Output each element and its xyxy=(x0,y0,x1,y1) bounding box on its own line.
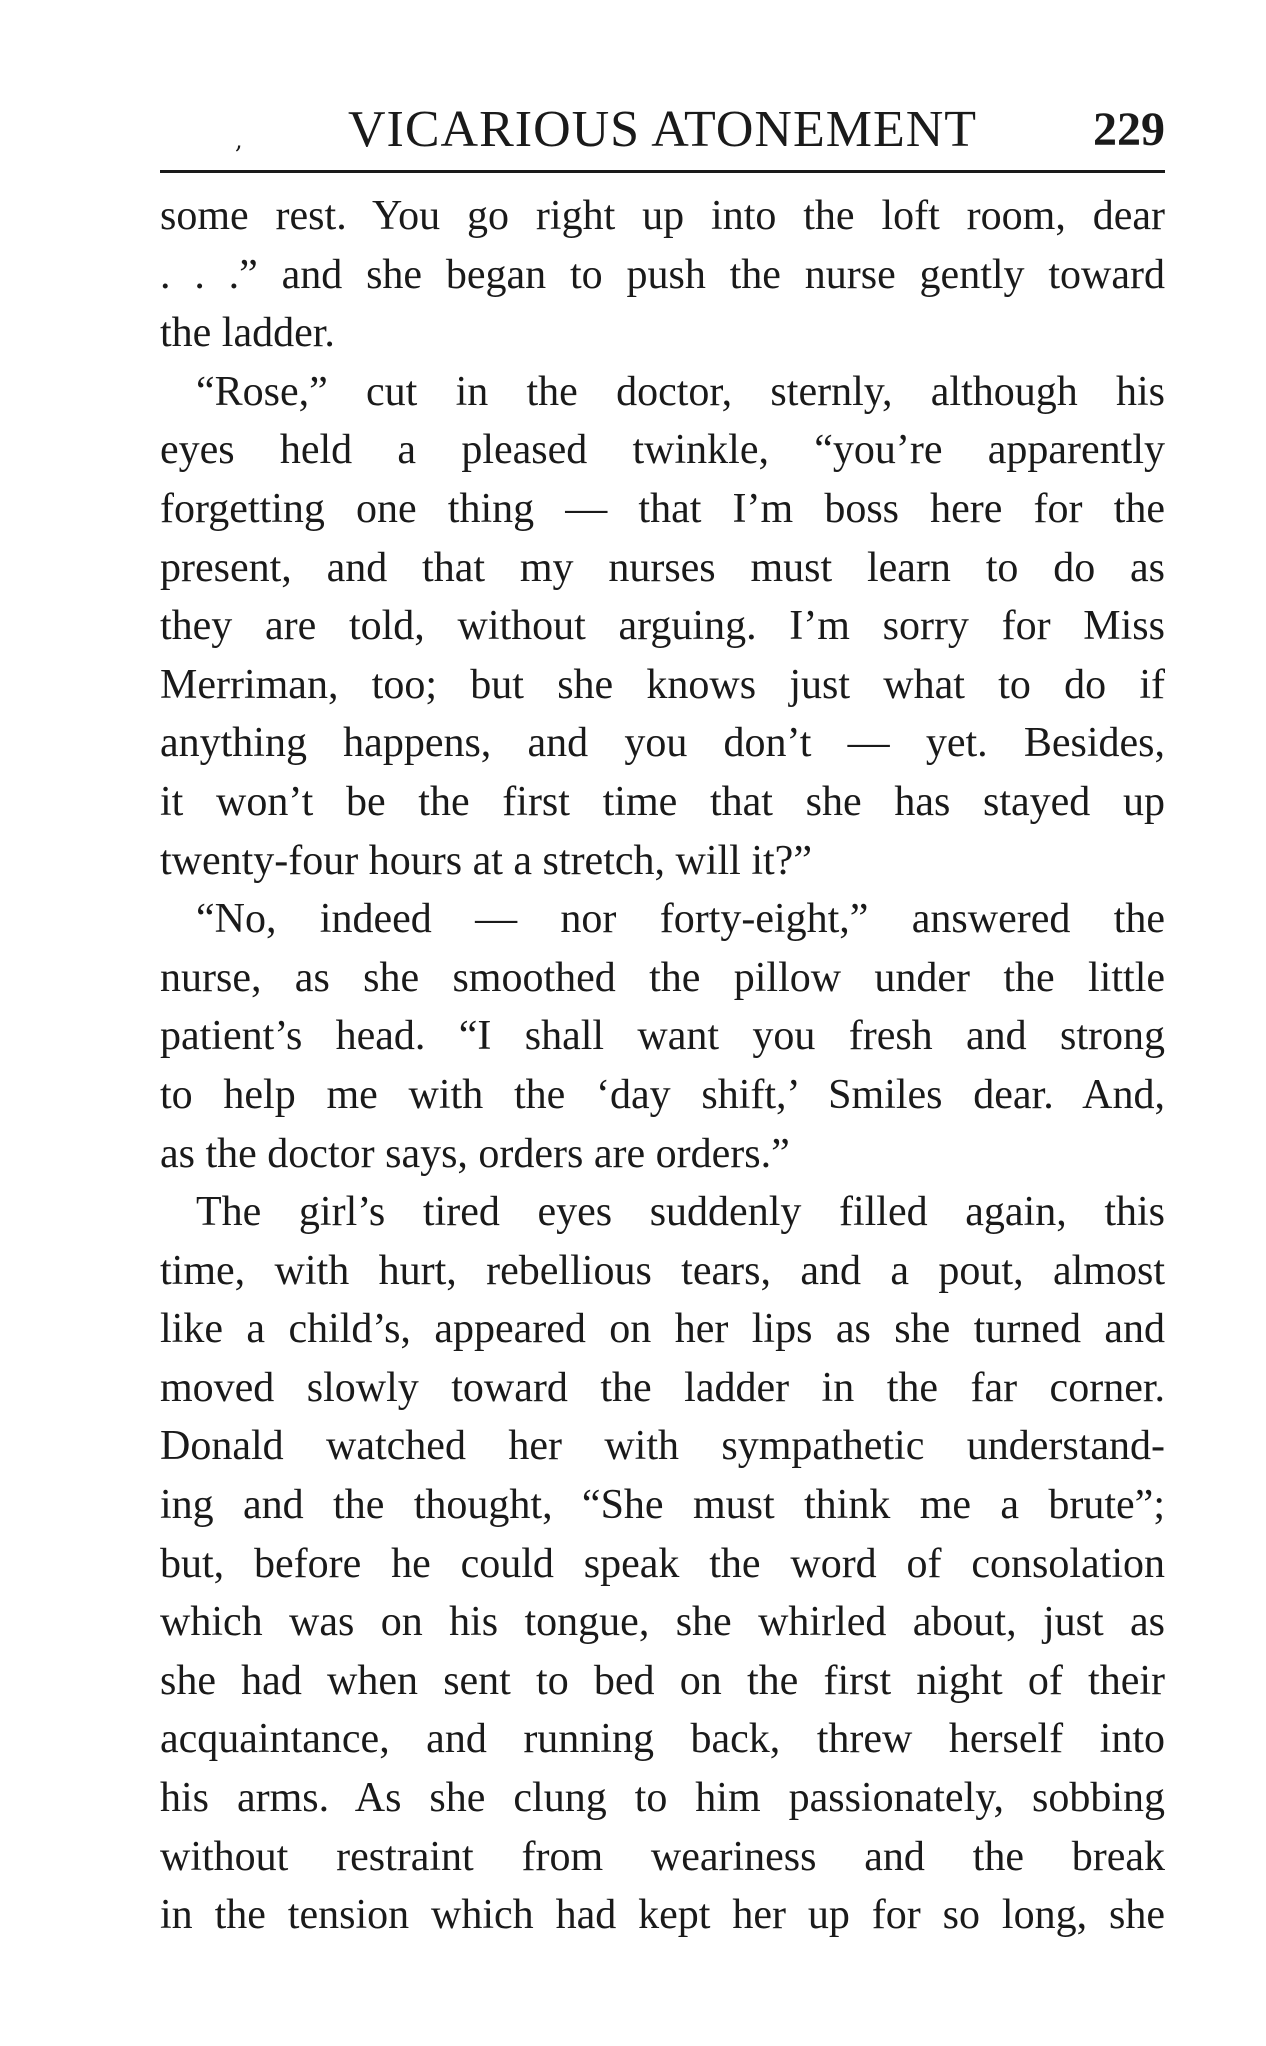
running-head xyxy=(160,100,1165,173)
body-text xyxy=(160,187,1165,1945)
text-line: the ladder. xyxy=(160,310,335,357)
paragraph-1 xyxy=(160,187,1165,363)
paragraph-2 xyxy=(160,363,1165,890)
text-line: twenty-four hours at a stretch, will it?” xyxy=(160,837,812,884)
text-line: they are told, without arguing. I’m sorry for Miss xyxy=(160,603,1165,650)
running-title: VICARIOUS ATONEMENT xyxy=(347,101,978,158)
text-line: “Rose,” cut in the doctor, sternly, although his xyxy=(196,368,1165,415)
text-line: like a child’s, appeared on her lips as she turned and xyxy=(160,1306,1165,1353)
text-line: his arms. As she clung to him passionately, sobbing xyxy=(160,1775,1165,1822)
text-line: but, before he could speak the word of consolation xyxy=(160,1540,1165,1587)
text-line: without restraint from weariness and the break xyxy=(160,1833,1165,1880)
text-line: The girl’s tired eyes suddenly filled again, this xyxy=(196,1189,1165,1236)
text-line: . . .” and she began to push the nurse gently toward xyxy=(160,251,1165,298)
text-line: anything happens, and you don’t — yet. Besides, xyxy=(160,720,1165,767)
text-line: some rest. You go right up into the loft room, dear xyxy=(160,193,1165,239)
text-line: moved slowly toward the ladder in the far corner. xyxy=(160,1364,1165,1411)
stray-mark: , xyxy=(235,126,243,154)
book-page xyxy=(160,100,1165,1945)
text-line: forgetting one thing — that I’m boss here for the xyxy=(160,485,1165,532)
text-line: nurse, as she smoothed the pillow under the little xyxy=(160,954,1165,1001)
paragraph-3 xyxy=(160,890,1165,1183)
text-line: ing and the thought, “She must think me a brute”; xyxy=(160,1482,1165,1529)
text-line: time, with hurt, rebellious tears, and a pout, almost xyxy=(160,1247,1165,1294)
text-line: Merriman, too; but she knows just what to do if xyxy=(160,661,1165,708)
text-line: she had when sent to bed on the first night of their xyxy=(160,1657,1165,1704)
paragraph-4 xyxy=(160,1183,1165,1945)
text-line: to help me with the ‘day shift,’ Smiles dear. And, xyxy=(160,1071,1165,1118)
text-line: present, and that my nurses must learn to do as xyxy=(160,544,1165,591)
text-line: which was on his tongue, she whirled about, just as xyxy=(160,1599,1165,1646)
text-line: acquaintance, and running back, threw herself into xyxy=(160,1716,1165,1763)
text-line: eyes held a pleased twinkle, “you’re apparently xyxy=(160,427,1165,474)
page-number: 229 xyxy=(1093,103,1165,156)
text-line: “No, indeed — nor forty-eight,” answered the xyxy=(196,896,1165,943)
text-line: it won’t be the first time that she has stayed up xyxy=(160,778,1165,825)
text-line: in the tension which had kept her up for so long, she xyxy=(160,1892,1165,1939)
text-line: patient’s head. “I shall want you fresh and strong xyxy=(160,1013,1165,1060)
text-line: Donald watched her with sympathetic understand- xyxy=(160,1423,1165,1470)
text-line: as the doctor says, orders are orders.” xyxy=(160,1130,790,1177)
